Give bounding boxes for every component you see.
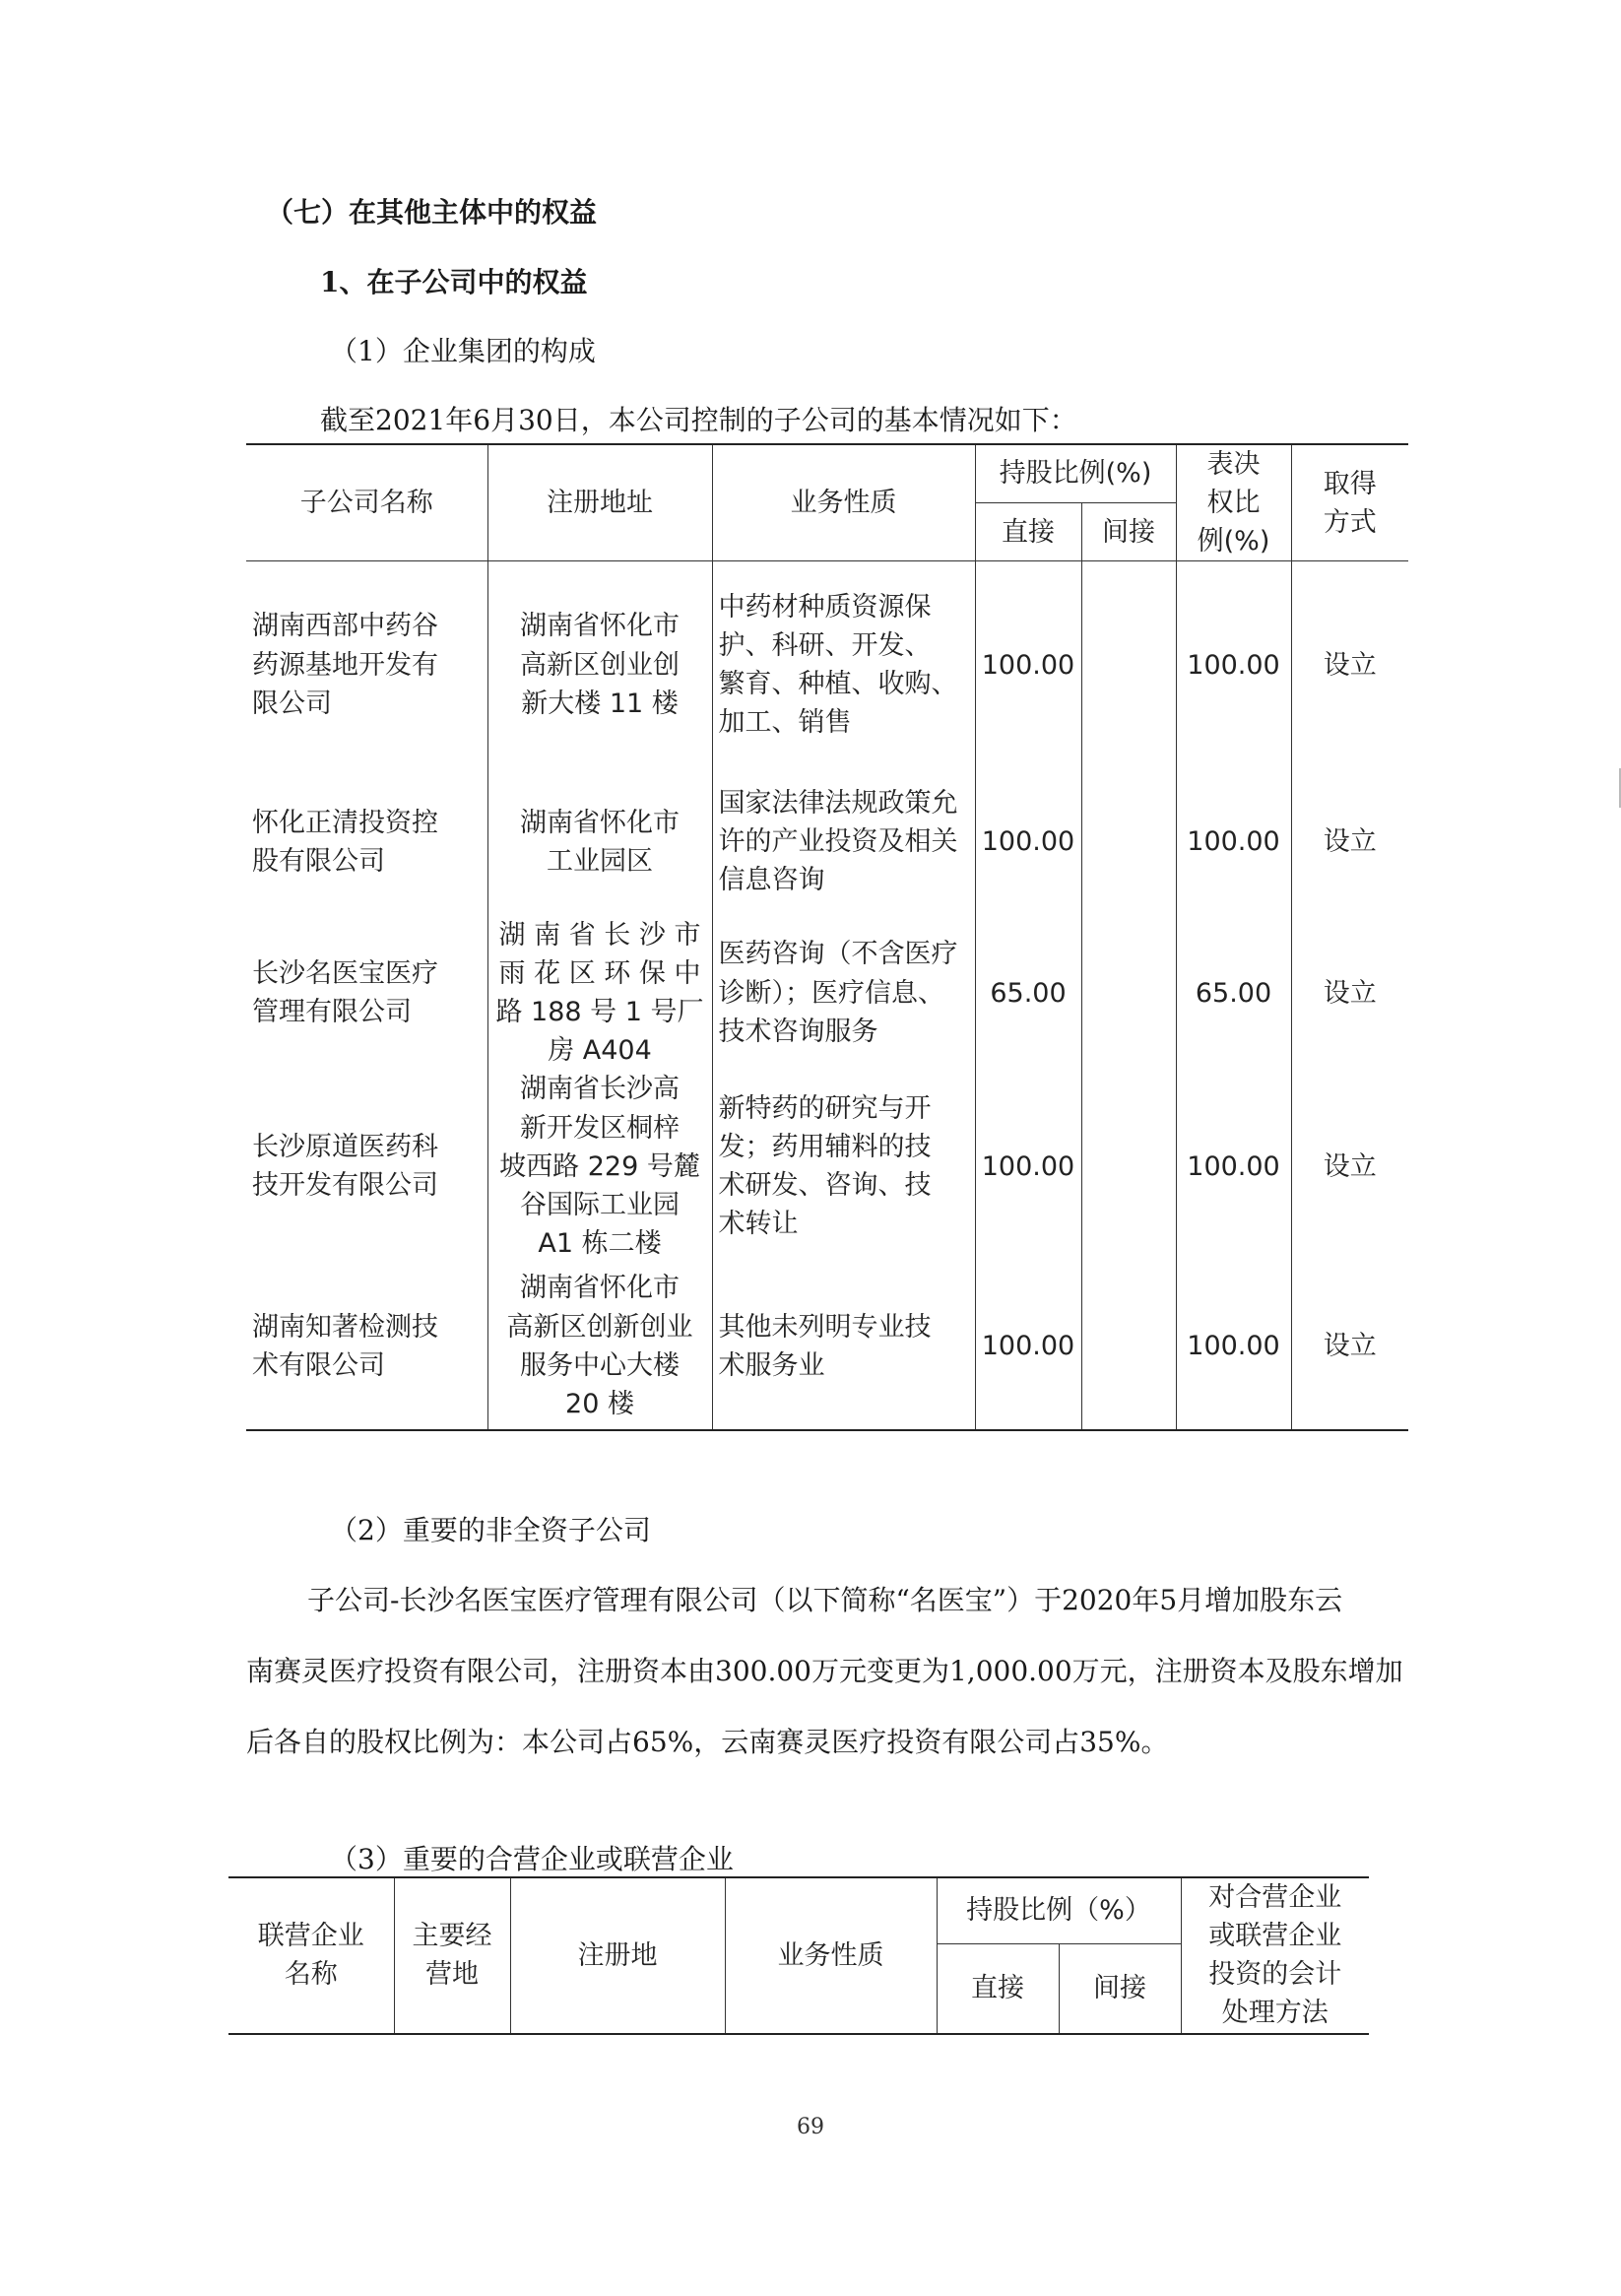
cell-line: 繁育、种植、收购、: [718, 669, 958, 700]
cell-line: 加工、销售: [718, 707, 852, 739]
cell-line: 技开发有限公司: [252, 1170, 438, 1202]
cell-line: 湖 南 省 长 沙 市: [498, 919, 701, 951]
cell-line: 医药咨询（不含医疗: [718, 939, 958, 970]
cell-line: 坡西路 229 号麓: [499, 1150, 700, 1182]
voting-ratio-cell: 100.00: [1176, 561, 1291, 768]
cell-line: 限公司: [252, 688, 332, 719]
subsection-title: 1、在子公司中的权益: [320, 266, 588, 298]
cell-line: 药源基地开发有: [252, 649, 438, 681]
subsidiary-name-cell: [246, 768, 487, 916]
voting-ratio-cell: 100.00: [1176, 1263, 1291, 1430]
cell-line: 技术咨询服务: [718, 1016, 878, 1047]
page-number: 69: [797, 2115, 824, 2139]
registered-address-cell: [487, 1263, 712, 1430]
cell-line: 新特药的研究与开: [718, 1093, 932, 1125]
cell-line: 其他未列明专业技: [718, 1311, 932, 1343]
subsidiaries-table-body: [246, 561, 1408, 1430]
indirect-ratio-cell: [1081, 1070, 1176, 1263]
cell-line: 高新区创业创: [520, 649, 680, 681]
header-accounting-method: 对合营企业 或联营企业 投资的会计 处理方法: [1181, 1877, 1369, 2034]
cell-line: 新开发区桐梓: [520, 1112, 680, 1144]
registered-address-cell: [487, 916, 712, 1071]
table-row: [246, 1263, 1408, 1430]
registered-address-cell: [487, 1070, 712, 1263]
cell-line: 服务中心大楼: [520, 1349, 680, 1381]
cell-line: 术有限公司: [252, 1349, 385, 1381]
cell-line: 雨 花 区 环 保 中: [498, 958, 701, 990]
cell-line: 诊断）；医疗信息、: [718, 977, 944, 1009]
cell-line: 信息咨询: [718, 865, 825, 896]
subsidiary-name-cell: [246, 561, 487, 768]
business-nature-cell: [712, 768, 975, 916]
indirect-ratio-cell: [1081, 1263, 1176, 1430]
business-nature-cell: [712, 1070, 975, 1263]
part2-line-3: 后各自的股权比例为：本公司占65%，云南赛灵医疗投资有限公司占35%。: [246, 1726, 1169, 1758]
acquisition-method-cell: 设立: [1291, 1070, 1408, 1263]
cell-line: 新大楼 11 楼: [521, 688, 679, 719]
indirect-ratio-cell: [1081, 561, 1176, 768]
direct-ratio-cell: 100.00: [975, 768, 1081, 916]
voting-ratio-cell: 100.00: [1176, 768, 1291, 916]
cell-line: 术研发、咨询、技: [718, 1170, 932, 1202]
header-jv-direct: 直接: [937, 1943, 1059, 2033]
cell-line: 湖南省怀化市: [520, 1273, 680, 1304]
table-row: [246, 561, 1408, 768]
cell-line: 国家法律法规政策允: [718, 788, 958, 820]
business-nature-cell: [712, 916, 975, 1071]
part2-title: （2）重要的非全资子公司: [330, 1514, 651, 1546]
table-row: [246, 768, 1408, 916]
acquisition-method-cell: 设立: [1291, 768, 1408, 916]
subsidiaries-table: [246, 443, 1408, 1431]
business-nature-cell: [712, 1263, 975, 1430]
acquisition-method-cell: 设立: [1291, 916, 1408, 1071]
indirect-ratio-cell: [1081, 916, 1176, 1071]
part1-intro: 截至2021年6月30日，本公司控制的子公司的基本情况如下：: [320, 404, 1077, 436]
cell-line: 怀化正清投资控: [252, 807, 438, 838]
cell-line: 湖南省怀化市: [520, 611, 680, 642]
cell-line: 中药材种质资源保: [718, 591, 932, 623]
header-jv-indirect: 间接: [1059, 1943, 1181, 2033]
cell-line: 湖南省怀化市: [520, 807, 680, 838]
cell-line: 长沙原道医药科: [252, 1132, 438, 1163]
part2-line-1: 子公司-长沙名医宝医疗管理有限公司（以下简称“名医宝”）于2020年5月增加股东云: [307, 1584, 1343, 1616]
header-indirect: 间接: [1081, 502, 1176, 560]
section-title: （七）在其他主体中的权益: [266, 196, 598, 229]
cell-line: 工业园区: [547, 845, 653, 877]
header-jv-name: 联营企业 名称: [228, 1877, 394, 2034]
voting-ratio-cell: 100.00: [1176, 1070, 1291, 1263]
direct-ratio-cell: 100.00: [975, 1070, 1081, 1263]
header-jv-holding: 持股比例（%）: [937, 1877, 1181, 1943]
registered-address-cell: [487, 561, 712, 768]
cell-line: 护、科研、开发、: [718, 630, 932, 662]
direct-ratio-cell: 100.00: [975, 561, 1081, 768]
subsidiary-name-cell: [246, 1070, 487, 1263]
direct-ratio-cell: 100.00: [975, 1263, 1081, 1430]
indirect-ratio-cell: [1081, 768, 1176, 916]
header-acquisition-method: 取得 方式: [1291, 444, 1408, 561]
table-row: [246, 1070, 1408, 1263]
part1-title: （1）企业集团的构成: [330, 335, 596, 367]
header-subsidiary-name: 子公司名称: [246, 444, 487, 561]
cell-line: 湖南西部中药谷: [252, 611, 438, 642]
part2-line-2: 南赛灵医疗投资有限公司，注册资本由300.00万元变更为1,000.00万元，注册资本及股东增加: [246, 1655, 1403, 1687]
direct-ratio-cell: 65.00: [975, 916, 1081, 1071]
acquisition-method-cell: 设立: [1291, 1263, 1408, 1430]
header-registered-address: 注册地址: [487, 444, 712, 561]
voting-ratio-cell: 65.00: [1176, 916, 1291, 1071]
table-row: [246, 916, 1408, 1071]
business-nature-cell: [712, 561, 975, 768]
registered-address-cell: [487, 768, 712, 916]
cell-line: 路 188 号 1 号厂: [495, 997, 704, 1028]
acquisition-method-cell: 设立: [1291, 561, 1408, 768]
cell-line: 术转让: [718, 1209, 799, 1240]
header-business-nature: 业务性质: [712, 444, 975, 561]
cell-line: 长沙名医宝医疗: [252, 958, 438, 990]
header-voting-ratio: 表决 权比 例(%): [1176, 444, 1291, 561]
joint-ventures-table: [228, 1876, 1369, 2035]
cell-line: 许的产业投资及相关: [718, 826, 958, 858]
cell-line: 术服务业: [718, 1349, 825, 1381]
cell-line: 湖南省长沙高: [520, 1074, 680, 1105]
part3-title: （3）重要的合营企业或联营企业: [330, 1843, 734, 1875]
subsidiary-name-cell: [246, 1263, 487, 1430]
subsidiary-name-cell: [246, 916, 487, 1071]
header-jv-business: 业务性质: [725, 1877, 937, 2034]
cell-line: A1 栋二楼: [538, 1228, 662, 1260]
cell-line: 湖南知著检测技: [252, 1311, 438, 1343]
header-main-place: 主要经 营地: [394, 1877, 510, 2034]
cell-line: 高新区创新创业: [506, 1311, 693, 1343]
header-registration-place: 注册地: [510, 1877, 725, 2034]
cell-line: 管理有限公司: [252, 997, 412, 1028]
header-direct: 直接: [975, 502, 1081, 560]
header-holding-ratio: 持股比例(%): [975, 444, 1176, 502]
cell-line: 20 楼: [565, 1388, 634, 1419]
cell-line: 发；药用辅料的技: [718, 1132, 932, 1163]
cell-line: 谷国际工业园: [520, 1189, 680, 1220]
cell-line: 房 A404: [548, 1035, 652, 1067]
cell-line: 股有限公司: [252, 845, 385, 877]
